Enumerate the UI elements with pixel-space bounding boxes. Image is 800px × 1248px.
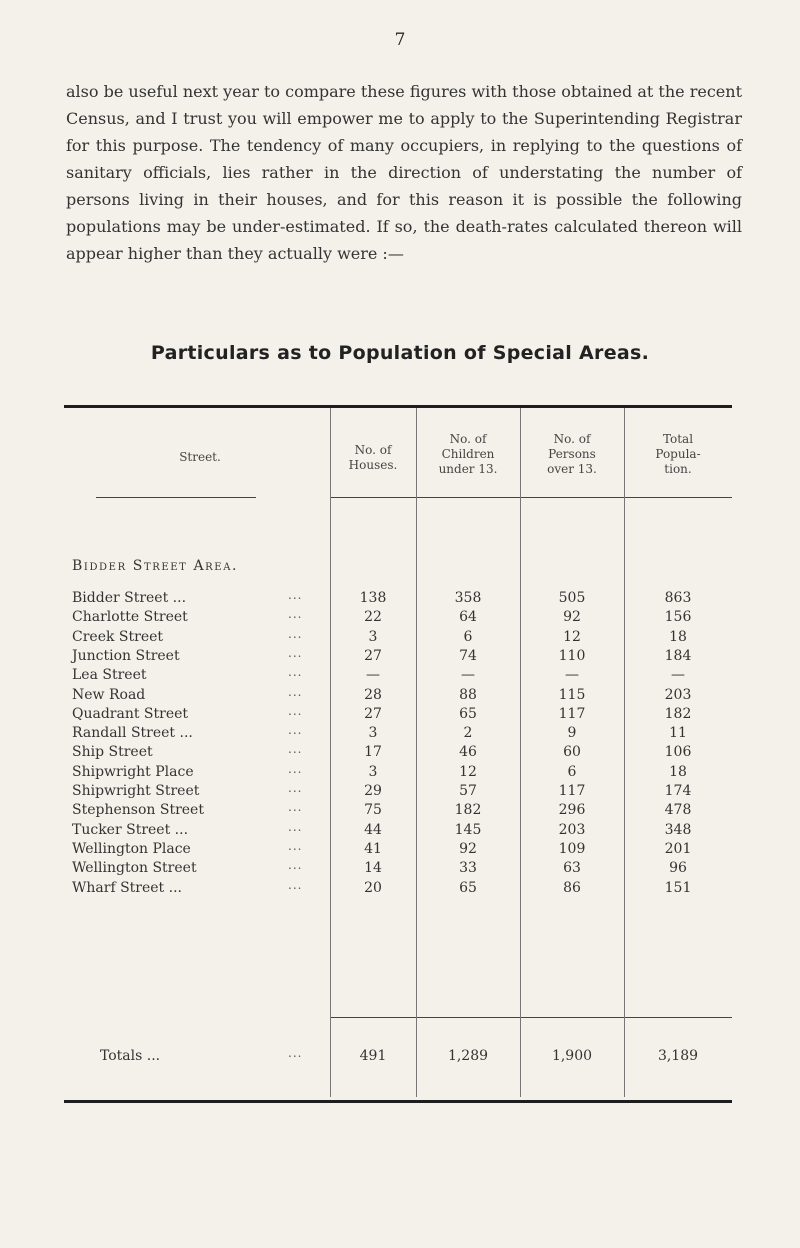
children-cell: 46 [459,744,477,761]
leader-dots: ... [288,588,303,602]
children-cell: 74 [459,647,477,664]
persons-cell: 117 [558,783,586,799]
total-cell: 151 [664,879,692,896]
leader-dots: ... [288,1046,303,1060]
houses-cell: 28 [364,686,382,703]
houses-cell: 17 [364,744,382,761]
street-name: Randall Street ... [72,725,193,742]
persons-cell: 86 [563,879,581,896]
persons-cell: 9 [567,725,577,742]
header-persons-line: over 13. [547,462,597,476]
houses-cell: 20 [364,879,382,896]
totals-persons: 1,900 [551,1048,593,1064]
street-name: New Road [72,686,146,703]
children-cell: 65 [459,879,477,896]
street-name: Charlotte Street [72,609,188,626]
persons-cell: 63 [563,860,581,877]
persons-cell: 296 [558,802,586,819]
table-row [0,860,800,879]
total-cell: 201 [664,840,692,857]
total-cell: 96 [669,860,687,877]
total-cell: 156 [664,609,692,626]
children-cell: — [461,667,475,684]
header-street: Street. [179,450,221,464]
leader-dots: ... [288,723,303,738]
leader-dots: ... [288,781,303,795]
header-persons-line: Persons [548,447,596,461]
table-row [0,802,800,821]
total-cell: 184 [664,647,692,664]
total-cell: 18 [669,628,687,645]
persons-cell: 117 [558,705,586,722]
persons-cell: 203 [558,821,586,838]
header-children-line: under 13. [438,462,498,476]
total-cell: 11 [669,725,687,742]
total-cell: 174 [664,783,692,799]
persons-cell: 115 [558,686,586,703]
table-row [0,609,800,628]
totals-population: 3,189 [657,1048,699,1064]
leader-dots: ... [288,645,303,660]
header-houses-line: Houses. [348,458,398,472]
children-cell: 65 [459,705,477,722]
table-row [0,684,800,706]
street-name: Stephenson Street [72,802,204,819]
persons-cell: 92 [563,609,581,626]
houses-cell: 44 [364,821,382,838]
houses-cell: — [366,667,380,684]
table-row [0,877,800,899]
street-name: Shipwright Street [72,783,200,799]
table-row [0,626,800,648]
header-persons [520,432,624,477]
table-title: Particulars as to Population of Special Areas. [150,342,650,364]
leader-dots: ... [288,800,303,815]
children-cell: 12 [459,763,477,780]
street-name: Junction Street [72,647,180,664]
houses-cell: 3 [368,763,378,780]
children-cell: 358 [454,590,482,606]
table-row [0,744,800,763]
table-row [0,703,800,725]
street-name: Lea Street [72,667,147,684]
leader-dots: ... [288,858,303,873]
houses-cell: 3 [368,628,378,645]
total-cell: 182 [664,705,692,722]
street-name: Wellington Street [72,860,197,877]
header-children-line: Children [441,447,495,461]
total-cell: 348 [664,821,692,838]
houses-cell: 14 [364,860,382,877]
houses-cell: 138 [359,590,387,606]
totals-children: 1,289 [447,1048,489,1064]
total-cell: — [671,667,685,684]
houses-cell: 27 [364,647,382,664]
header-total-line: tion. [664,462,692,476]
total-cell: 106 [664,744,692,761]
persons-cell: 12 [563,628,581,645]
total-cell: 203 [664,686,692,703]
houses-cell: 22 [364,609,382,626]
table-row [0,761,800,783]
houses-cell: 75 [364,802,382,819]
children-cell: 2 [463,725,473,742]
leader-dots: ... [288,819,303,834]
header-children [416,432,520,477]
children-cell: 145 [454,821,482,838]
street-name: Tucker Street ... [72,821,189,838]
street-name: Creek Street [72,628,164,645]
totals-rule [330,1017,732,1018]
table-row [0,590,800,609]
header-houses [330,443,416,473]
leader-dots: ... [288,684,303,699]
header-persons-line: No. of [553,432,591,446]
totals-label: Totals ... [100,1048,161,1064]
table-row [0,645,800,667]
street-name: Quadrant Street [72,705,189,722]
table-top-rule [64,405,732,408]
leader-dots: ... [288,838,303,853]
children-cell: 33 [459,860,477,877]
table-row [0,725,800,744]
leader-dots: ... [288,665,303,680]
section-heading: Bidder Street Area. [72,558,239,574]
street-name: Ship Street [72,744,153,761]
street-name: Bidder Street ... [72,590,187,606]
leader-dots: ... [288,877,303,892]
header-total-line: Popula- [655,447,701,461]
total-cell: 863 [664,590,692,606]
table-row [0,838,800,860]
children-cell: 182 [454,802,482,819]
intro-paragraph: also be useful next year to compare these figures with those obtained at the recent Census, and I trust you will empower me to apply to the Superintending Registrar for this purpose. The tendency of many occupiers, in replying to the questions of sanitary officials, lies rather in the direction of understating the number of persons living in their houses, and for this reason it is possible the following populations may be under-estimated. If so, the death-rates calculated thereon will appear higher than they actually were :— [66,82,742,263]
street-name: Wellington Place [72,840,191,857]
leader-dots: ... [288,607,303,622]
persons-cell: — [565,667,579,684]
totals-houses: 491 [359,1048,387,1064]
total-cell: 478 [664,802,692,819]
table-row [0,667,800,686]
street-name: Shipwright Place [72,763,194,780]
header-total-line: Total [662,432,694,446]
children-cell: 92 [459,840,477,857]
children-cell: 64 [459,609,477,626]
houses-cell: 29 [364,783,382,799]
persons-cell: 6 [567,763,577,780]
leader-dots: ... [288,761,303,776]
persons-cell: 505 [558,590,586,606]
persons-cell: 109 [558,840,586,857]
leader-dots: ... [288,626,303,641]
children-cell: 6 [463,628,473,645]
street-name: Wharf Street ... [72,879,182,896]
header-total [624,432,732,477]
children-cell: 88 [459,686,477,703]
leader-dots: ... [288,742,303,757]
table-row [0,819,800,841]
houses-cell: 41 [364,840,382,857]
total-cell: 18 [669,763,687,780]
table-row [0,783,800,802]
header-rule-left [96,497,256,498]
header-houses-line: No. of [354,443,392,457]
persons-cell: 110 [558,647,586,664]
table-bottom-rule [64,1100,732,1103]
header-rule-right [330,497,732,498]
houses-cell: 3 [368,725,378,742]
children-cell: 57 [459,783,477,799]
leader-dots: ... [288,703,303,718]
header-children-line: No. of [449,432,487,446]
houses-cell: 27 [364,705,382,722]
persons-cell: 60 [563,744,581,761]
page-number: 7 [394,30,406,50]
